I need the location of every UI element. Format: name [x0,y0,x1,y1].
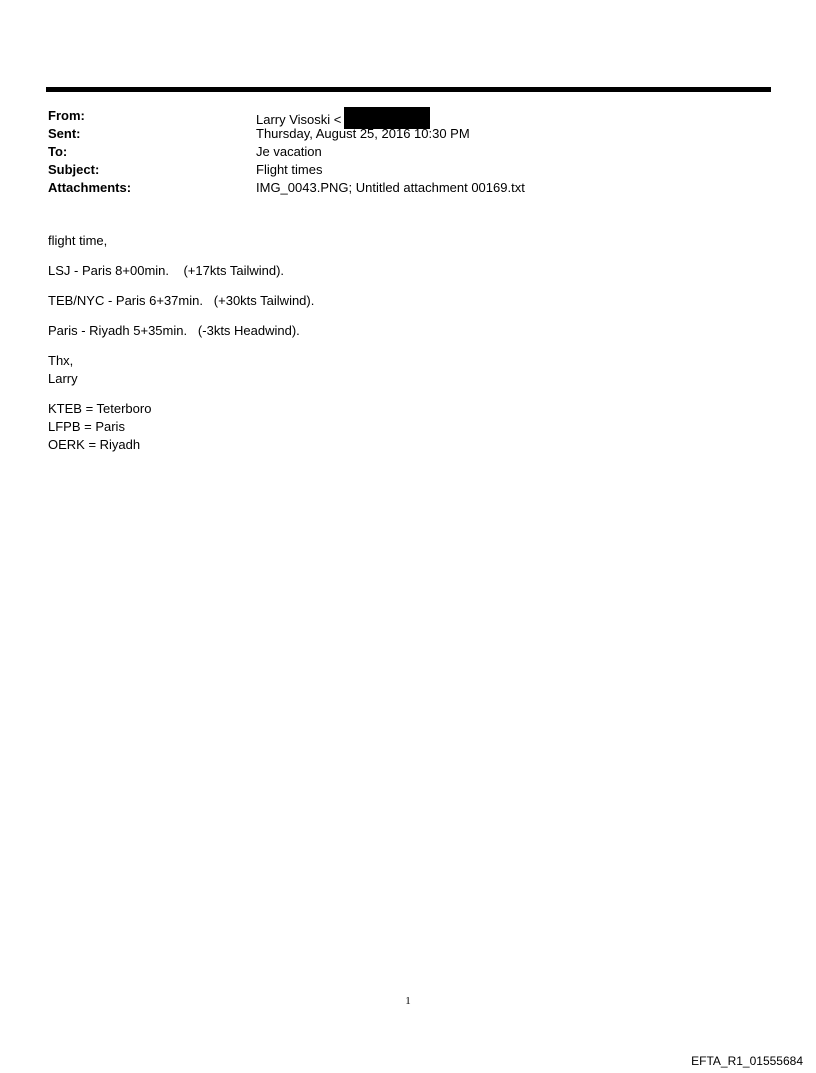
signoff-name: Larry [48,371,78,386]
airport-code-3: OERK = Riyadh [48,437,141,452]
page-number: 1 [405,995,411,1007]
airport-code-1: KTEB = Teterboro [48,401,152,416]
attachments-value[interactable]: IMG_0043.PNG; Untitled attachment 00169.txt [256,180,525,195]
sent-value: Thursday, August 25, 2016 10:30 PM [256,126,470,141]
flight-line-1: LSJ - Paris 8+00min. (+17kts Tailwind). [48,263,285,278]
attachments-row [48,179,768,197]
to-value: Je vacation [256,144,322,159]
header-rule [46,87,771,92]
subject-label: Subject: [48,162,100,177]
document-id: EFTA_R1_01555684 [691,1054,803,1068]
from-label: From: [48,108,85,123]
from-row [48,107,768,125]
flight-line-2: TEB/NYC - Paris 6+37min. (+30kts Tailwind). [48,293,315,308]
to-row [48,143,768,161]
from-name: Larry Visoski < [256,112,342,127]
email-header [48,107,768,197]
airport-code-2: LFPB = Paris [48,419,125,434]
attachments-label: Attachments: [48,180,132,195]
email-body [48,232,748,454]
signoff-thanks: Thx, [48,353,74,368]
flight-line-3: Paris - Riyadh 5+35min. (-3kts Headwind). [48,323,300,338]
to-label: To: [48,144,68,159]
sent-row [48,125,768,143]
subject-value: Flight times [256,162,323,177]
intro-line: flight time, [48,233,108,248]
subject-row [48,161,768,179]
sent-label: Sent: [48,126,81,141]
